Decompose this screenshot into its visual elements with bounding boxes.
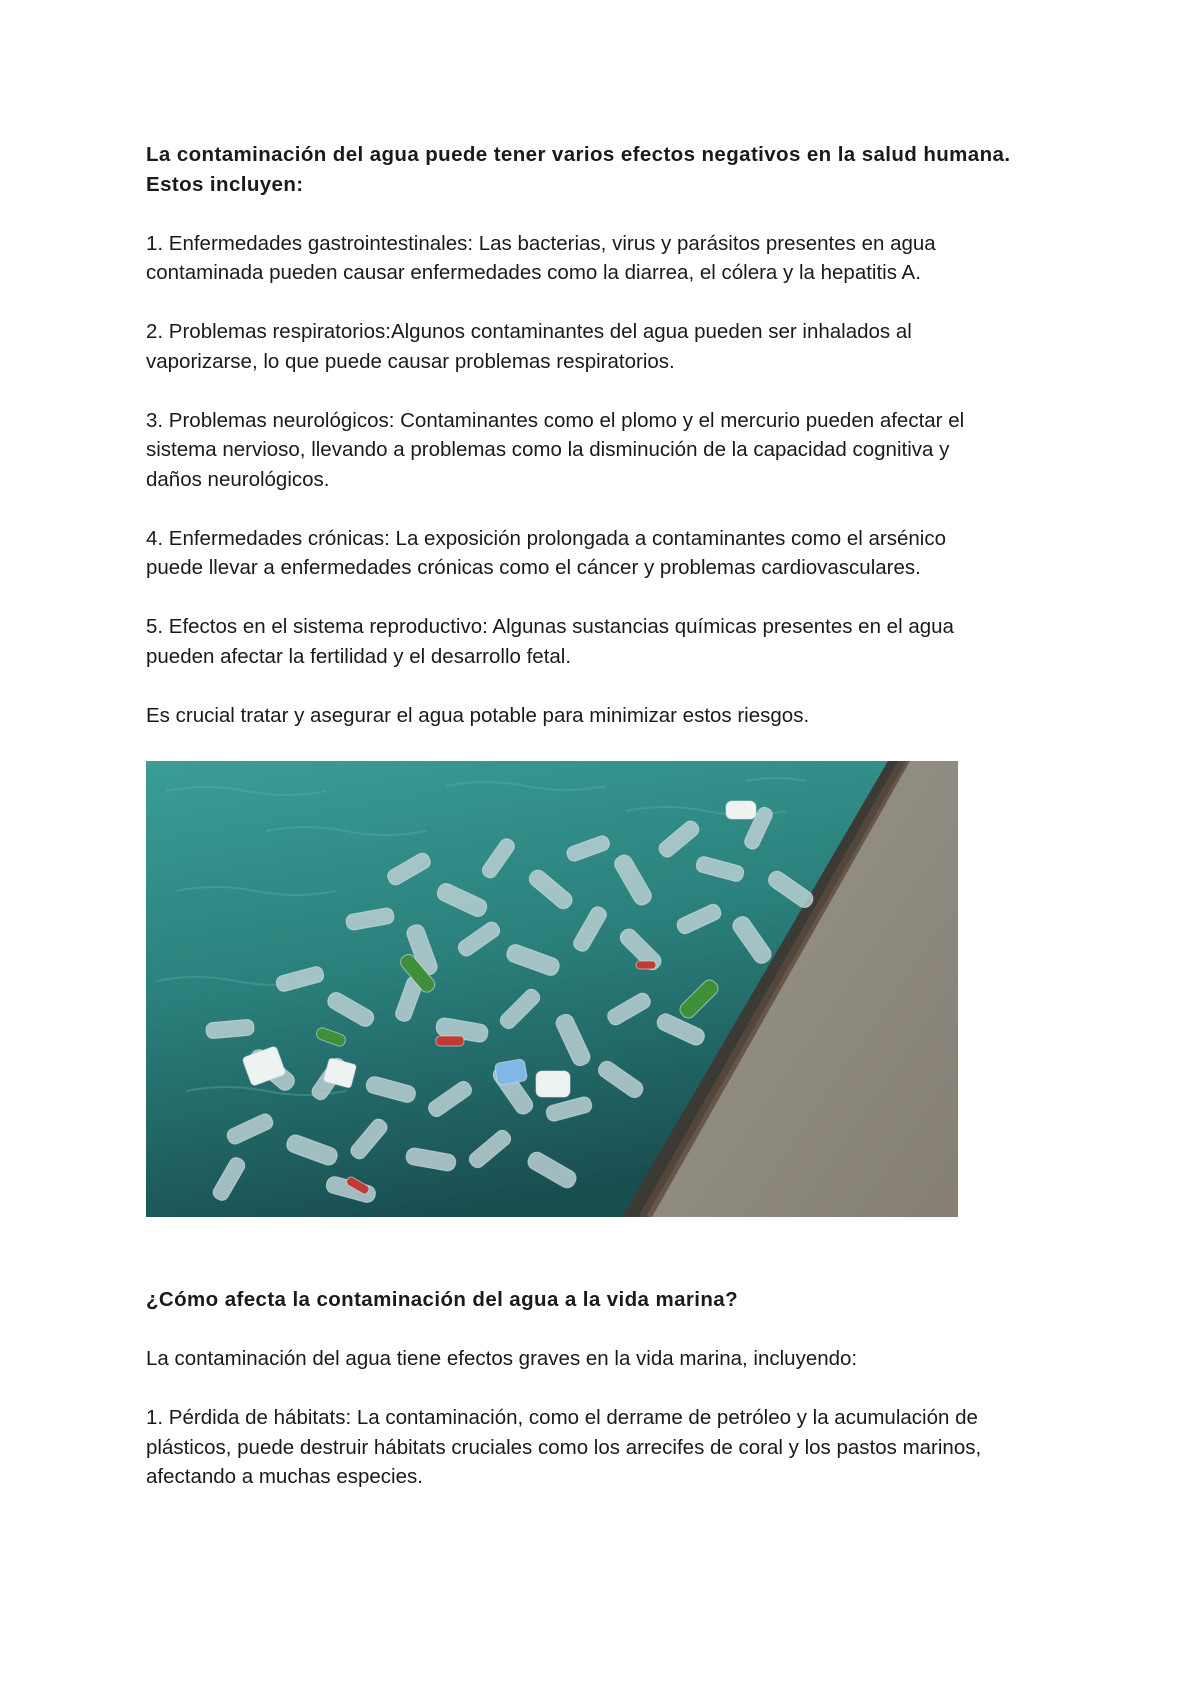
item-3-line-2: sistema nervioso, llevando a problemas como la disminución de la capacidad cognitiva y <box>146 438 950 461</box>
conclusion-text: Es crucial tratar y asegurar el agua potable para minimizar estos riesgos. <box>146 703 810 727</box>
marine-item-1-line-3: afectando a muchas especies. <box>146 1465 423 1488</box>
marine-item-1-line-1: 1. Pérdida de hábitats: La contaminación, como el derrame de petróleo y la acumulación de <box>146 1406 978 1429</box>
item-1-line-1: 1. Enfermedades gastrointestinales: Las bacterias, virus y parásitos presentes en agua <box>146 231 936 255</box>
document-page <box>146 140 1076 1492</box>
heading-line-1: La contaminación del agua puede tener varios efectos negativos en la salud humana. <box>146 143 1011 166</box>
item-4-line-1: 4. Enfermedades crónicas: La exposición prolongada a contaminantes como el arsénico <box>146 526 946 550</box>
item-4-line-2: puede llevar a enfermedades crónicas como el cáncer y problemas cardiovasculares. <box>146 556 921 579</box>
plastic-pollution-photo <box>146 761 958 1217</box>
item-3-line-3: daños neurológicos. <box>146 467 330 491</box>
item-5-line-2: pueden afectar la fertilidad y el desarrollo fetal. <box>146 644 572 668</box>
item-1-line-2: contaminada pueden causar enfermedades como la diarrea, el cólera y la hepatitis A. <box>146 261 921 284</box>
heading-line-2: Estos incluyen: <box>146 172 304 196</box>
item-2-line-1: 2. Problemas respiratorios:Algunos contaminantes del agua pueden ser inhalados al <box>146 320 912 343</box>
section-2-intro: La contaminación del agua tiene efectos graves en la vida marina, incluyendo: <box>146 1347 858 1370</box>
item-5-line-1: 5. Efectos en el sistema reproductivo: Algunas sustancias químicas presentes en el agua <box>146 615 954 638</box>
section-2-heading: ¿Cómo afecta la contaminación del agua a la vida marina? <box>146 1288 739 1311</box>
item-2-line-2: vaporizarse, lo que puede causar problemas respiratorios. <box>146 349 675 373</box>
marine-item-1-line-2: plásticos, puede destruir hábitats cruciales como los arrecifes de coral y los pastos marinos, <box>146 1435 982 1459</box>
item-3-line-1: 3. Problemas neurológicos: Contaminantes como el plomo y el mercurio pueden afectar el <box>146 408 965 432</box>
